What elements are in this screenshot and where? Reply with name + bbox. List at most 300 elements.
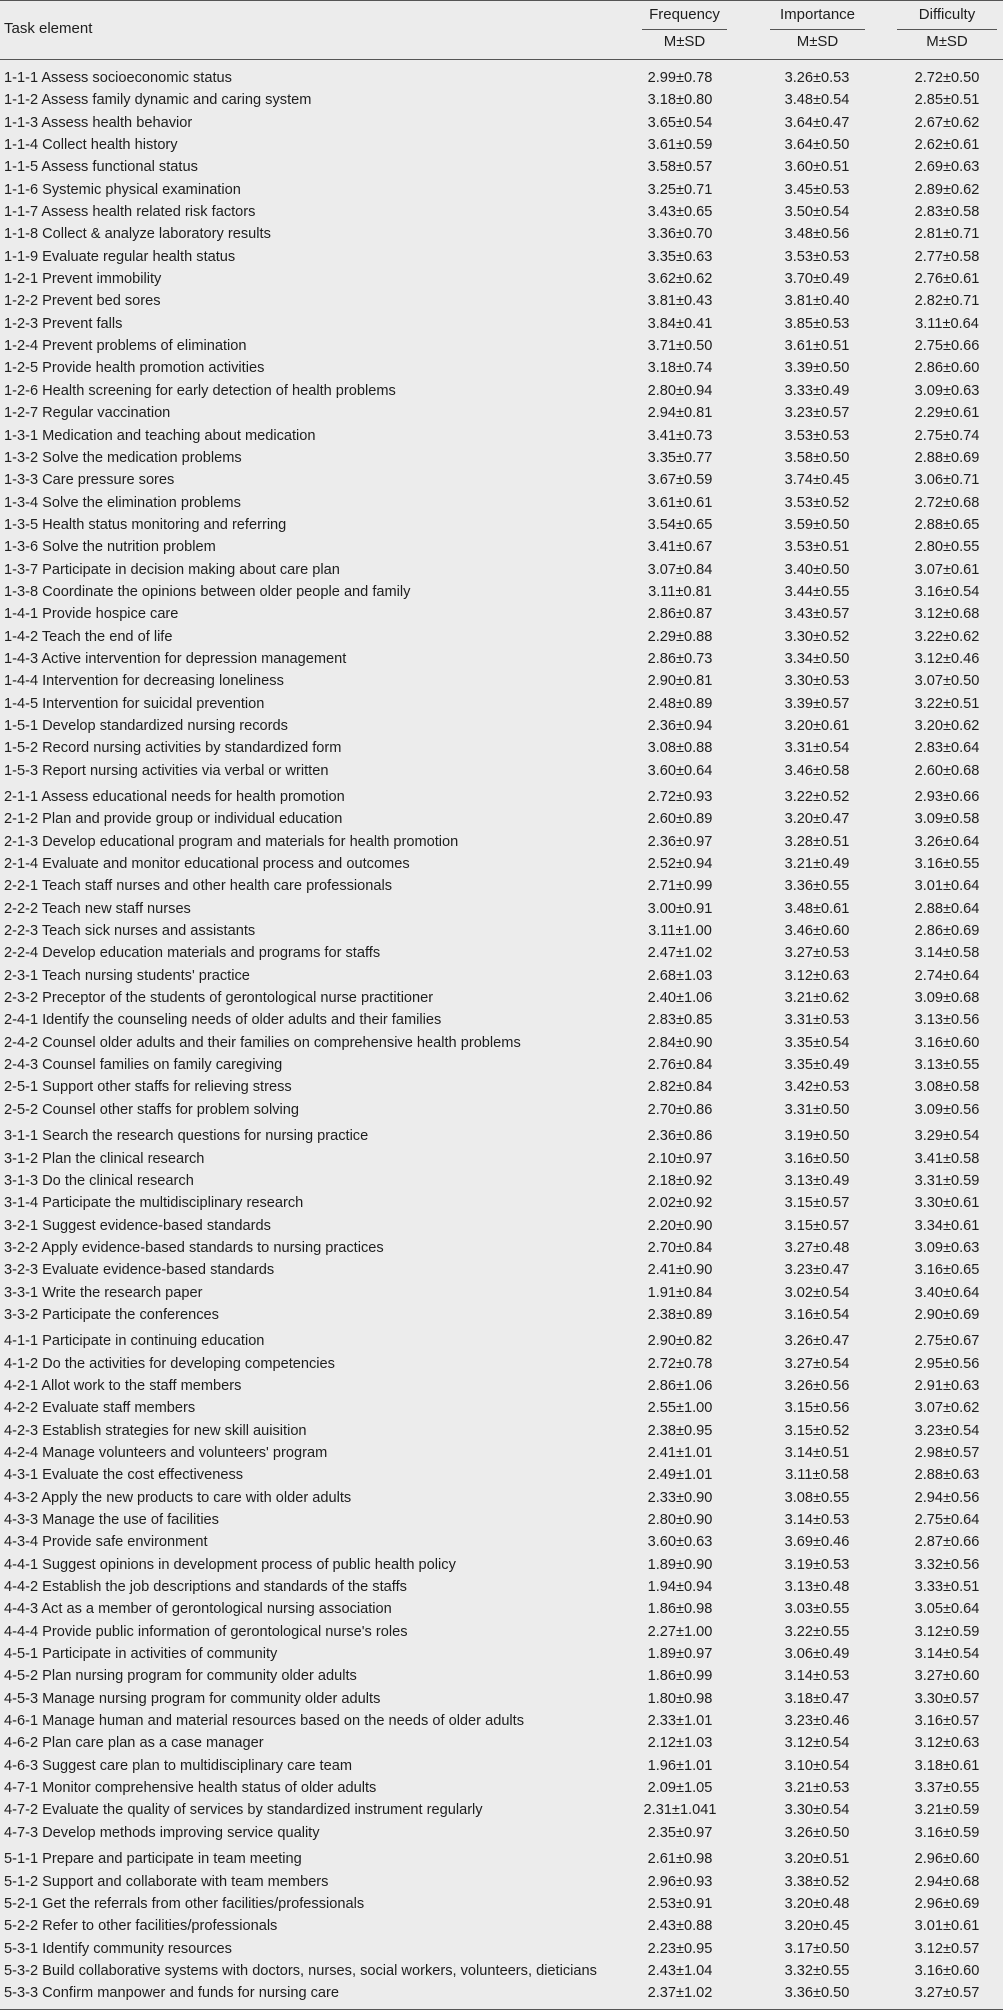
frequency-value: 3.54±0.65 <box>647 516 713 533</box>
importance-value: 3.26±0.47 <box>784 1333 850 1350</box>
difficulty-value: 2.69±0.63 <box>914 159 980 176</box>
task-label: 2-4-1 Identify the counseling needs of older adults and their families <box>4 1012 442 1029</box>
difficulty-value: 2.82±0.71 <box>914 293 980 310</box>
frequency-value: 2.84±0.90 <box>647 1034 713 1051</box>
difficulty-value: 2.88±0.63 <box>914 1467 980 1484</box>
importance-value: 3.22±0.52 <box>784 789 850 805</box>
importance-value: 3.46±0.58 <box>784 762 850 779</box>
frequency-value: 2.86±1.06 <box>647 1377 713 1394</box>
frequency-value: 3.61±0.61 <box>647 494 713 511</box>
difficulty-value: 3.22±0.51 <box>914 695 980 712</box>
difficulty-value: 3.01±0.64 <box>914 878 980 895</box>
importance-value: 3.27±0.54 <box>784 1355 850 1372</box>
task-label: 1-3-8 Coordinate the opinions between older people and family <box>4 583 411 600</box>
difficulty-value: 3.32±0.56 <box>914 1556 980 1573</box>
task-label: 4-3-4 Provide safe environment <box>4 1534 208 1551</box>
importance-value: 3.43±0.57 <box>784 606 850 623</box>
importance-value: 3.13±0.49 <box>784 1172 850 1189</box>
frequency-value: 2.43±0.88 <box>647 1918 713 1935</box>
frequency-value: 3.07±0.84 <box>647 561 713 578</box>
difficulty-value: 3.40±0.64 <box>914 1284 980 1301</box>
table-row <box>0 626 1003 648</box>
task-label: 2-2-4 Develop education materials and programs for staffs <box>4 945 381 962</box>
frequency-value: 1.96±1.01 <box>647 1757 713 1774</box>
frequency-value: 3.84±0.41 <box>647 315 713 332</box>
difficulty-value: 2.75±0.74 <box>914 427 980 444</box>
task-label: 1-3-4 Solve the elimination problems <box>4 494 241 511</box>
difficulty-value: 2.86±0.69 <box>914 923 980 940</box>
task-label: 3-2-3 Evaluate evidence-based standards <box>4 1262 275 1279</box>
table-row <box>0 693 1003 715</box>
difficulty-value: 2.72±0.50 <box>914 70 980 86</box>
task-label: 1-5-2 Record nursing activities by standardized form <box>4 740 342 757</box>
frequency-value: 2.80±0.94 <box>647 382 713 399</box>
task-label: 1-2-2 Prevent bed sores <box>4 293 161 310</box>
difficulty-value: 2.96±0.60 <box>914 1851 980 1868</box>
task-label: 5-2-2 Refer to other facilities/professionals <box>4 1918 278 1935</box>
frequency-value: 1.86±0.99 <box>647 1668 713 1685</box>
table-row <box>0 603 1003 625</box>
table-row <box>0 1598 1003 1620</box>
table-row <box>0 1420 1003 1442</box>
frequency-value: 3.41±0.73 <box>647 427 713 444</box>
table-row <box>0 1125 1003 1147</box>
importance-value: 3.31±0.50 <box>784 1101 850 1118</box>
importance-value: 3.40±0.50 <box>784 561 850 578</box>
importance-value: 3.23±0.46 <box>784 1713 850 1730</box>
task-label: 4-7-1 Monitor comprehensive health status of older adults <box>4 1780 377 1797</box>
frequency-value: 1.89±0.90 <box>647 1556 713 1573</box>
table-row <box>0 715 1003 737</box>
task-label: 1-2-4 Prevent problems of elimination <box>4 338 247 355</box>
frequency-value: 2.33±1.01 <box>647 1713 713 1730</box>
task-element-header: Task element <box>4 20 93 37</box>
frequency-value: 3.25±0.71 <box>647 181 713 198</box>
importance-value: 3.22±0.55 <box>784 1623 850 1640</box>
importance-value: 3.27±0.53 <box>784 945 850 962</box>
difficulty-value: 3.27±0.57 <box>914 1985 980 2002</box>
frequency-value: 3.35±0.63 <box>647 248 713 265</box>
frequency-value: 2.18±0.92 <box>647 1172 713 1189</box>
task-label: 3-3-2 Participate the conferences <box>4 1306 219 1323</box>
frequency-value: 3.00±0.91 <box>647 900 713 917</box>
task-label: 1-1-3 Assess health behavior <box>4 114 193 131</box>
frequency-value: 2.36±0.86 <box>647 1128 713 1145</box>
difficulty-value: 3.07±0.61 <box>914 561 980 578</box>
difficulty-value: 3.18±0.61 <box>914 1757 980 1774</box>
difficulty-value: 3.14±0.54 <box>914 1646 980 1663</box>
table-row <box>0 1032 1003 1054</box>
frequency-value: 2.72±0.93 <box>647 789 713 805</box>
frequency-value: 3.62±0.62 <box>647 271 713 288</box>
task-label: 1-3-3 Care pressure sores <box>4 472 175 489</box>
importance-value: 3.36±0.50 <box>784 1985 850 2002</box>
importance-value: 3.64±0.47 <box>784 114 850 131</box>
importance-value: 3.21±0.53 <box>784 1780 850 1797</box>
difficulty-value: 3.16±0.60 <box>914 1034 980 1051</box>
task-label: 2-2-2 Teach new staff nurses <box>4 900 191 917</box>
table-row <box>0 1710 1003 1732</box>
task-label: 4-5-1 Participate in activities of community <box>4 1646 278 1663</box>
importance-value: 3.06±0.49 <box>784 1646 850 1663</box>
table-row <box>0 737 1003 759</box>
table-row <box>0 536 1003 558</box>
task-label: 4-5-2 Plan nursing program for community older adults <box>4 1668 357 1685</box>
table-row <box>0 1621 1003 1643</box>
table-row <box>0 1777 1003 1799</box>
task-label: 3-1-3 Do the clinical research <box>4 1172 194 1189</box>
difficulty-value: 3.16±0.60 <box>914 1962 980 1979</box>
table-header <box>0 0 1003 60</box>
table-row <box>0 402 1003 424</box>
importance-value: 3.53±0.51 <box>784 539 850 556</box>
frequency-value: 2.12±1.03 <box>647 1735 713 1752</box>
task-label: 1-1-2 Assess family dynamic and caring system <box>4 92 312 109</box>
difficulty-value: 3.09±0.68 <box>914 990 980 1007</box>
task-group <box>0 1330 1003 1844</box>
frequency-value: 3.81±0.43 <box>647 293 713 310</box>
importance-value: 3.17±0.50 <box>784 1940 850 1957</box>
task-label: 4-2-4 Manage volunteers and volunteers' program <box>4 1444 328 1461</box>
frequency-value: 2.60±0.89 <box>647 811 713 828</box>
importance-value: 3.15±0.57 <box>784 1217 850 1234</box>
importance-sub: M±SD <box>796 33 839 50</box>
importance-value: 3.20±0.45 <box>784 1918 850 1935</box>
difficulty-value: 3.16±0.65 <box>914 1262 980 1279</box>
table-row <box>0 1643 1003 1665</box>
table-row <box>0 1487 1003 1509</box>
importance-value: 3.30±0.52 <box>784 628 850 645</box>
importance-value: 3.34±0.50 <box>784 650 850 667</box>
table-row <box>0 1960 1003 1982</box>
task-label: 1-1-7 Assess health related risk factors <box>4 204 256 221</box>
table-row <box>0 1442 1003 1464</box>
table-row <box>0 156 1003 178</box>
task-group <box>0 1848 1003 2004</box>
table-row <box>0 380 1003 402</box>
table-row <box>0 1509 1003 1531</box>
frequency-value: 2.53±0.91 <box>647 1895 713 1912</box>
frequency-value: 2.86±0.87 <box>647 606 713 623</box>
task-label: 5-3-2 Build collaborative systems with doctors, nurses, social workers, volunteers, dieticians <box>4 1962 597 1979</box>
importance-value: 3.19±0.53 <box>784 1556 850 1573</box>
difficulty-value: 2.74±0.64 <box>914 967 980 984</box>
table-row <box>0 1893 1003 1915</box>
task-label: 2-1-2 Plan and provide group or individual education <box>4 811 343 828</box>
difficulty-value: 2.93±0.66 <box>914 789 980 805</box>
task-label: 5-3-3 Confirm manpower and funds for nursing care <box>4 1985 340 2002</box>
task-label: 1-4-4 Intervention for decreasing loneliness <box>4 673 284 690</box>
table-row <box>0 648 1003 670</box>
difficulty-value: 3.12±0.59 <box>914 1623 980 1640</box>
frequency-value: 2.41±0.90 <box>647 1262 713 1279</box>
task-label: 4-4-1 Suggest opinions in development process of public health policy <box>4 1556 456 1573</box>
importance-value: 3.14±0.53 <box>784 1668 850 1685</box>
frequency-value: 2.27±1.00 <box>647 1623 713 1640</box>
importance-value: 3.58±0.50 <box>784 449 850 466</box>
task-label: 4-2-2 Evaluate staff members <box>4 1400 196 1417</box>
task-label: 4-7-3 Develop methods improving service quality <box>4 1824 320 1841</box>
frequency-value: 2.83±0.85 <box>647 1012 713 1029</box>
table-row <box>0 1531 1003 1553</box>
importance-value: 3.16±0.50 <box>784 1150 850 1167</box>
difficulty-value: 3.12±0.63 <box>914 1735 980 1752</box>
importance-value: 3.26±0.56 <box>784 1377 850 1394</box>
difficulty-value: 2.75±0.67 <box>914 1333 980 1350</box>
frequency-value: 2.48±0.89 <box>647 695 713 712</box>
task-label: 2-1-1 Assess educational needs for health promotion <box>4 789 345 805</box>
importance-value: 3.14±0.51 <box>784 1444 850 1461</box>
frequency-value: 2.38±0.89 <box>647 1306 713 1323</box>
difficulty-value: 2.94±0.56 <box>914 1489 980 1506</box>
importance-value: 3.35±0.49 <box>784 1057 850 1074</box>
difficulty-value: 3.16±0.54 <box>914 583 980 600</box>
task-label: 5-2-1 Get the referrals from other facilities/professionals <box>4 1895 365 1912</box>
frequency-value: 2.40±1.06 <box>647 990 713 1007</box>
importance-value: 3.38±0.52 <box>784 1873 850 1890</box>
frequency-value: 2.86±0.73 <box>647 650 713 667</box>
difficulty-value: 3.27±0.60 <box>914 1668 980 1685</box>
difficulty-value: 3.23±0.54 <box>914 1422 980 1439</box>
importance-value: 3.48±0.56 <box>784 226 850 243</box>
task-label: 2-1-4 Evaluate and monitor educational process and outcomes <box>4 856 410 873</box>
table-row <box>0 1009 1003 1031</box>
header-divider <box>642 29 727 30</box>
difficulty-value: 2.90±0.69 <box>914 1306 980 1323</box>
header-divider <box>897 29 997 30</box>
frequency-value: 2.94±0.81 <box>647 405 713 422</box>
frequency-value: 2.55±1.00 <box>647 1400 713 1417</box>
table-row <box>0 920 1003 942</box>
table-row <box>0 1915 1003 1937</box>
difficulty-value: 2.88±0.69 <box>914 449 980 466</box>
difficulty-value: 3.37±0.55 <box>914 1780 980 1797</box>
table-row <box>0 447 1003 469</box>
task-label: 1-3-5 Health status monitoring and referring <box>4 516 287 533</box>
task-label: 2-3-2 Preceptor of the students of gerontological nurse practitioner <box>4 990 434 1007</box>
table-row <box>0 1259 1003 1281</box>
table-row <box>0 134 1003 156</box>
task-label: 4-6-1 Manage human and material resources based on the needs of older adults <box>4 1713 525 1730</box>
table-row <box>0 987 1003 1009</box>
difficulty-value: 2.95±0.56 <box>914 1355 980 1372</box>
table-row <box>0 1054 1003 1076</box>
task-label: 4-7-2 Evaluate the quality of services by standardized instrument regularly <box>4 1802 483 1819</box>
difficulty-value: 3.41±0.58 <box>914 1150 980 1167</box>
importance-value: 3.45±0.53 <box>784 181 850 198</box>
table-row <box>0 1353 1003 1375</box>
importance-value: 3.15±0.56 <box>784 1400 850 1417</box>
difficulty-value: 2.96±0.69 <box>914 1895 980 1912</box>
frequency-value: 2.10±0.97 <box>647 1150 713 1167</box>
table-row <box>0 831 1003 853</box>
task-label: 2-5-2 Counsel other staffs for problem solving <box>4 1101 299 1118</box>
table-row <box>0 1822 1003 1844</box>
difficulty-value: 2.88±0.64 <box>914 900 980 917</box>
task-label: 1-5-3 Report nursing activities via verbal or written <box>4 762 329 779</box>
difficulty-value: 2.83±0.58 <box>914 204 980 221</box>
task-label: 4-5-3 Manage nursing program for community older adults <box>4 1690 381 1707</box>
importance-value: 3.53±0.53 <box>784 248 850 265</box>
task-label: 1-4-2 Teach the end of life <box>4 628 173 645</box>
task-label: 1-3-2 Solve the medication problems <box>4 449 242 466</box>
table-row <box>0 559 1003 581</box>
importance-value: 3.70±0.49 <box>784 271 850 288</box>
task-label: 1-1-4 Collect health history <box>4 137 178 154</box>
difficulty-value: 2.94±0.68 <box>914 1873 980 1890</box>
importance-value: 3.14±0.53 <box>784 1512 850 1528</box>
difficulty-value: 3.22±0.62 <box>914 628 980 645</box>
table-body <box>0 60 1003 2005</box>
task-label: 1-4-1 Provide hospice care <box>4 606 179 623</box>
frequency-value: 3.71±0.50 <box>647 338 713 355</box>
table-row <box>0 786 1003 808</box>
table-row <box>0 268 1003 290</box>
difficulty-value: 3.33±0.51 <box>914 1579 980 1596</box>
table-row <box>0 514 1003 536</box>
importance-value: 3.33±0.49 <box>784 382 850 399</box>
task-label: 4-3-1 Evaluate the cost effectiveness <box>4 1467 244 1484</box>
importance-value: 3.13±0.48 <box>784 1579 850 1596</box>
task-label: 1-3-7 Participate in decision making about care plan <box>4 561 340 578</box>
difficulty-value: 3.12±0.46 <box>914 650 980 667</box>
frequency-value: 2.80±0.90 <box>647 1512 713 1528</box>
difficulty-value: 2.83±0.64 <box>914 740 980 757</box>
table-row <box>0 898 1003 920</box>
table-row <box>0 112 1003 134</box>
frequency-value: 3.11±0.81 <box>648 583 712 600</box>
task-label: 2-2-3 Teach sick nurses and assistants <box>4 923 256 940</box>
task-label: 2-2-1 Teach staff nurses and other health care professionals <box>4 878 393 895</box>
table-row <box>0 1464 1003 1486</box>
task-label: 4-2-3 Establish strategies for new skill auisition <box>4 1422 307 1439</box>
table-row <box>0 1148 1003 1170</box>
importance-value: 3.31±0.53 <box>784 1012 850 1029</box>
task-label: 1-4-5 Intervention for suicidal prevention <box>4 695 265 712</box>
task-label: 1-5-1 Develop standardized nursing records <box>4 717 288 734</box>
frequency-value: 2.90±0.82 <box>647 1333 713 1350</box>
table-row <box>0 201 1003 223</box>
importance-value: 3.02±0.54 <box>784 1284 850 1301</box>
importance-value: 3.03±0.55 <box>784 1601 850 1618</box>
task-label: 4-1-1 Participate in continuing education <box>4 1333 265 1350</box>
frequency-value: 2.38±0.95 <box>647 1422 713 1439</box>
frequency-value: 2.99±0.78 <box>647 70 713 86</box>
table-row <box>0 1170 1003 1192</box>
task-label: 1-1-1 Assess socioeconomic status <box>4 70 232 86</box>
difficulty-value: 3.13±0.56 <box>914 1012 980 1029</box>
importance-value: 3.53±0.53 <box>784 427 850 444</box>
table-row <box>0 223 1003 245</box>
frequency-value: 2.61±0.98 <box>647 1851 713 1868</box>
importance-value: 3.15±0.52 <box>784 1422 850 1439</box>
difficulty-value: 3.16±0.59 <box>914 1824 980 1841</box>
task-label: 3-2-2 Apply evidence-based standards to nursing practices <box>4 1239 384 1256</box>
table-row <box>0 290 1003 312</box>
difficulty-value: 2.76±0.61 <box>914 271 980 288</box>
difficulty-value: 3.30±0.61 <box>914 1195 980 1212</box>
table-row <box>0 1215 1003 1237</box>
frequency-value: 2.71±0.99 <box>647 878 713 895</box>
frequency-value: 3.60±0.63 <box>647 1534 713 1551</box>
table-row <box>0 853 1003 875</box>
task-label: 1-2-3 Prevent falls <box>4 315 123 332</box>
frequency-label: Frequency <box>649 6 720 23</box>
difficulty-value: 2.80±0.55 <box>914 539 980 556</box>
task-label: 3-1-2 Plan the clinical research <box>4 1150 205 1167</box>
task-label: 4-6-3 Suggest care plan to multidisciplinary care team <box>4 1757 352 1774</box>
frequency-value: 2.90±0.81 <box>647 673 713 690</box>
frequency-value: 3.36±0.70 <box>647 226 713 243</box>
importance-value: 3.74±0.45 <box>784 472 850 489</box>
task-group <box>0 67 1003 782</box>
frequency-value: 2.36±0.94 <box>647 717 713 734</box>
importance-value: 3.39±0.57 <box>784 695 850 712</box>
frequency-value: 1.94±0.94 <box>647 1579 713 1596</box>
table-row <box>0 67 1003 89</box>
task-label: 1-1-6 Systemic physical examination <box>4 181 241 198</box>
frequency-value: 2.35±0.97 <box>647 1824 713 1841</box>
importance-value: 3.44±0.55 <box>784 583 850 600</box>
task-label: 5-3-1 Identify community resources <box>4 1940 232 1957</box>
table-row <box>0 246 1003 268</box>
importance-value: 3.21±0.62 <box>784 990 850 1007</box>
task-label: 4-2-1 Allot work to the staff members <box>4 1377 242 1394</box>
frequency-value: 2.70±0.86 <box>647 1101 713 1118</box>
difficulty-value: 2.67±0.62 <box>914 114 980 131</box>
table-row <box>0 1397 1003 1419</box>
difficulty-value: 2.60±0.68 <box>914 762 980 779</box>
task-label: 1-2-6 Health screening for early detection of health problems <box>4 382 396 399</box>
frequency-value: 2.82±0.84 <box>647 1079 713 1096</box>
importance-value: 3.10±0.54 <box>784 1757 850 1774</box>
importance-value: 3.48±0.61 <box>784 900 850 917</box>
frequency-value: 3.61±0.59 <box>647 137 713 154</box>
difficulty-value: 3.29±0.54 <box>914 1128 980 1145</box>
table-row <box>0 1304 1003 1326</box>
frequency-value: 2.68±1.03 <box>647 967 713 984</box>
frequency-value: 2.76±0.84 <box>647 1057 713 1074</box>
difficulty-value: 3.01±0.61 <box>914 1918 980 1935</box>
table-row <box>0 670 1003 692</box>
difficulty-value: 3.09±0.58 <box>914 811 980 828</box>
frequency-value: 2.43±1.04 <box>647 1962 713 1979</box>
frequency-value: 2.47±1.02 <box>647 945 713 962</box>
difficulty-value: 2.75±0.66 <box>914 338 980 355</box>
importance-value: 3.36±0.55 <box>784 878 850 895</box>
task-group <box>0 786 1003 1121</box>
task-label: 2-3-1 Teach nursing students' practice <box>4 967 250 984</box>
difficulty-value: 3.09±0.63 <box>914 1239 980 1256</box>
difficulty-value: 3.16±0.55 <box>914 856 980 873</box>
importance-value: 3.20±0.61 <box>784 717 850 734</box>
difficulty-value: 2.89±0.62 <box>914 181 980 198</box>
table-row <box>0 1982 1003 2004</box>
difficulty-value: 3.11±0.64 <box>915 315 979 332</box>
table-row <box>0 1732 1003 1754</box>
frequency-value: 3.65±0.54 <box>647 114 713 131</box>
frequency-value: 2.41±1.01 <box>647 1444 713 1461</box>
table-row <box>0 1688 1003 1710</box>
frequency-value: 3.35±0.77 <box>647 449 713 466</box>
difficulty-value: 2.86±0.60 <box>914 360 980 377</box>
importance-value: 3.85±0.53 <box>784 315 850 332</box>
difficulty-value: 3.09±0.56 <box>914 1101 980 1118</box>
frequency-value: 2.37±1.02 <box>647 1985 713 2002</box>
table-row <box>0 581 1003 603</box>
frequency-value: 3.43±0.65 <box>647 204 713 221</box>
difficulty-value: 2.88±0.65 <box>914 516 980 533</box>
